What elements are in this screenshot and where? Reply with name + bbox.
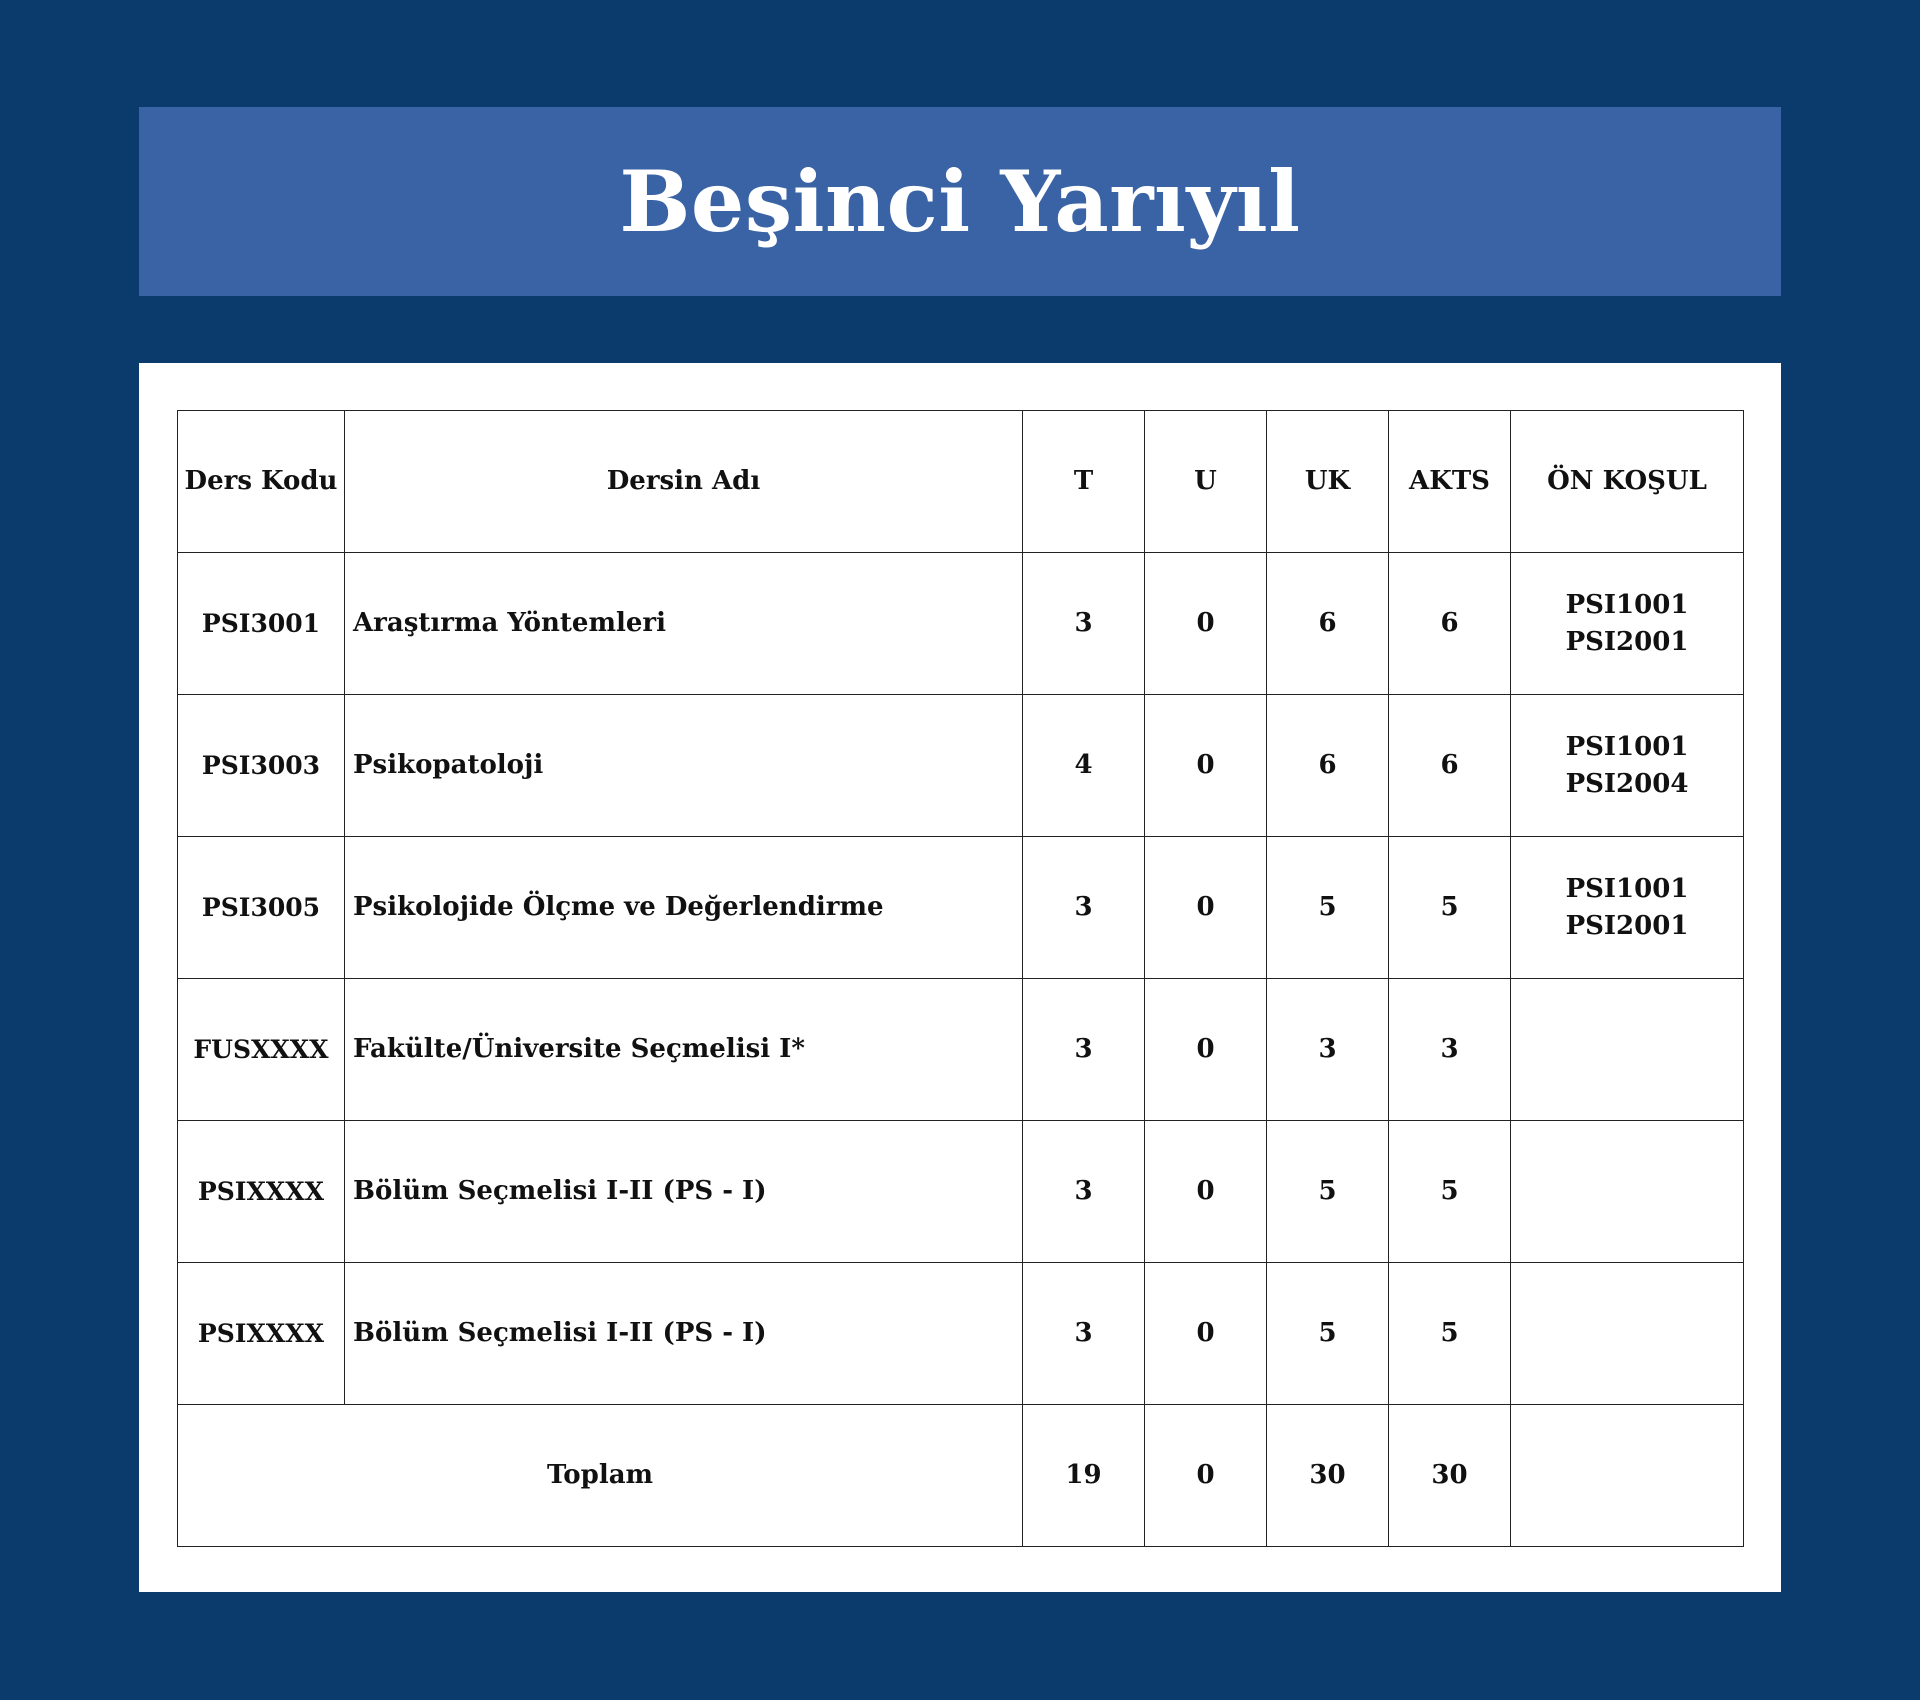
course-u: 0 <box>1145 837 1267 979</box>
course-prereq <box>1511 1121 1744 1263</box>
course-name: Fakülte/Üniversite Seçmelisi I* <box>345 979 1023 1121</box>
course-prereq <box>1511 979 1744 1121</box>
course-akts: 5 <box>1389 837 1511 979</box>
course-name: Bölüm Seçmelisi I-II (PS - I) <box>345 1263 1023 1405</box>
table-row <box>178 1263 1744 1405</box>
table-row <box>178 695 1744 837</box>
course-uk: 5 <box>1267 1121 1389 1263</box>
course-prereq <box>1511 695 1744 837</box>
total-uk: 30 <box>1267 1405 1389 1547</box>
prereq-code: PSI2001 <box>1565 626 1689 657</box>
course-code: PSI3003 <box>178 695 345 837</box>
course-t: 3 <box>1023 979 1145 1121</box>
course-u: 0 <box>1145 979 1267 1121</box>
course-prereq <box>1511 553 1744 695</box>
course-code: PSI3001 <box>178 553 345 695</box>
table-row <box>178 837 1744 979</box>
prereq-code: PSI2004 <box>1565 768 1689 799</box>
course-uk: 6 <box>1267 553 1389 695</box>
total-prereq-empty <box>1511 1405 1744 1547</box>
course-akts: 5 <box>1389 1263 1511 1405</box>
course-code: PSI3005 <box>178 837 345 979</box>
table-row <box>178 1121 1744 1263</box>
header-akts: AKTS <box>1389 411 1511 553</box>
course-u: 0 <box>1145 1121 1267 1263</box>
header-uk: UK <box>1267 411 1389 553</box>
course-code: PSIXXXX <box>178 1263 345 1405</box>
course-code: PSIXXXX <box>178 1121 345 1263</box>
total-row <box>178 1405 1744 1547</box>
course-u: 0 <box>1145 553 1267 695</box>
course-u: 0 <box>1145 695 1267 837</box>
course-t: 3 <box>1023 837 1145 979</box>
title-banner <box>139 107 1781 296</box>
page-title: Beşinci Yarıyıl <box>619 152 1301 251</box>
course-prereq <box>1511 837 1744 979</box>
course-table <box>177 410 1744 1547</box>
header-on-kosul: ÖN KOŞUL <box>1511 411 1744 553</box>
header-ders-kodu: Ders Kodu <box>178 411 345 553</box>
course-uk: 5 <box>1267 1263 1389 1405</box>
course-prereq <box>1511 1263 1744 1405</box>
header-dersin-adi: Dersin Adı <box>345 411 1023 553</box>
course-akts: 3 <box>1389 979 1511 1121</box>
course-t: 3 <box>1023 1263 1145 1405</box>
header-u: U <box>1145 411 1267 553</box>
prereq-code: PSI1001 <box>1565 874 1689 905</box>
course-uk: 3 <box>1267 979 1389 1121</box>
header-t: T <box>1023 411 1145 553</box>
course-name: Araştırma Yöntemleri <box>345 553 1023 695</box>
course-akts: 5 <box>1389 1121 1511 1263</box>
course-name: Psikopatoloji <box>345 695 1023 837</box>
course-uk: 5 <box>1267 837 1389 979</box>
course-name: Psikolojide Ölçme ve Değerlendirme <box>345 837 1023 979</box>
course-t: 4 <box>1023 695 1145 837</box>
course-uk: 6 <box>1267 695 1389 837</box>
total-label: Toplam <box>178 1405 1023 1547</box>
total-u: 0 <box>1145 1405 1267 1547</box>
total-akts: 30 <box>1389 1405 1511 1547</box>
table-row <box>178 553 1744 695</box>
course-name: Bölüm Seçmelisi I-II (PS - I) <box>345 1121 1023 1263</box>
prereq-code: PSI1001 <box>1565 732 1689 763</box>
course-akts: 6 <box>1389 553 1511 695</box>
prereq-code: PSI1001 <box>1565 590 1689 621</box>
table-header-row <box>178 411 1744 553</box>
course-t: 3 <box>1023 553 1145 695</box>
course-code: FUSXXXX <box>178 979 345 1121</box>
course-u: 0 <box>1145 1263 1267 1405</box>
table-row <box>178 979 1744 1121</box>
course-akts: 6 <box>1389 695 1511 837</box>
course-table-card <box>139 363 1781 1592</box>
course-t: 3 <box>1023 1121 1145 1263</box>
prereq-code: PSI2001 <box>1565 910 1689 941</box>
total-t: 19 <box>1023 1405 1145 1547</box>
